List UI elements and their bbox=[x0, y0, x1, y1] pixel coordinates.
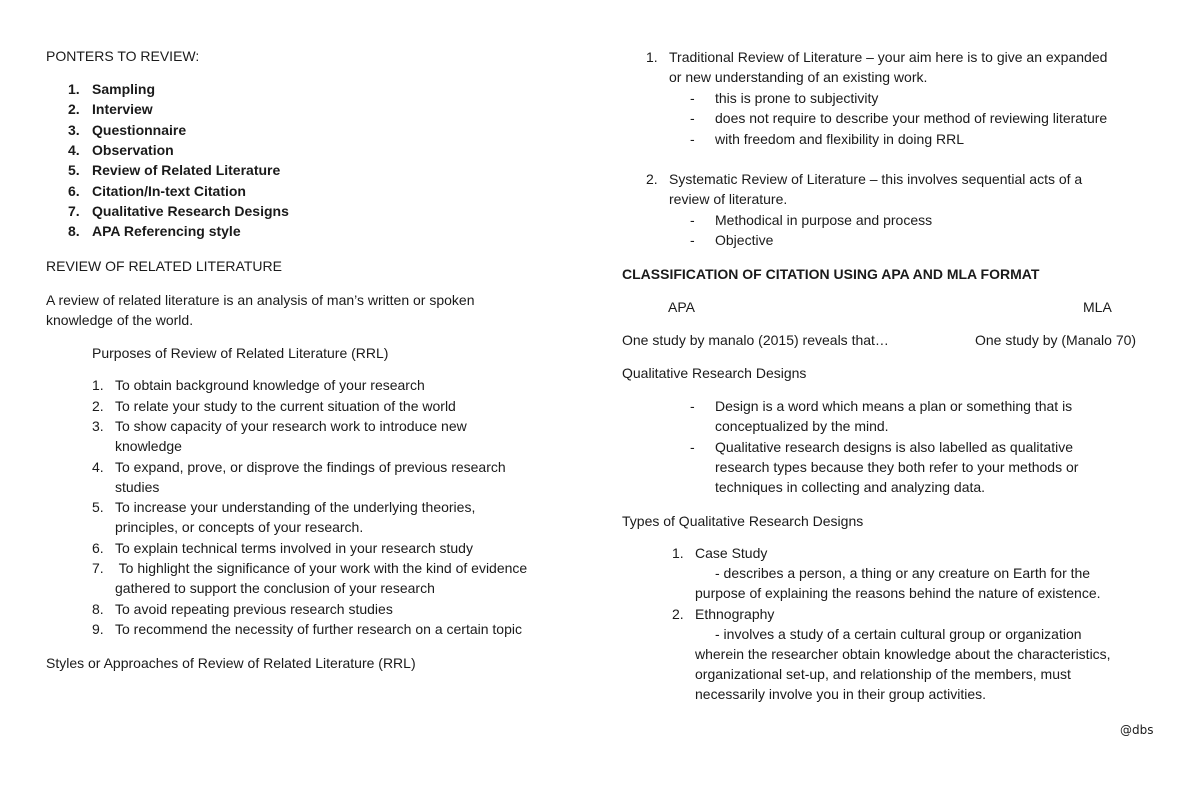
list-item: 5. To increase your understanding of the underlying theories, principles, or concepts of your research. bbox=[92, 499, 476, 535]
list-item: 3. Questionnaire bbox=[68, 122, 187, 138]
list-item: 5. Review of Related Literature bbox=[68, 162, 281, 178]
list-item: 7. To highlight the significance of your work with the kind of evidence gathered to support the conclusion of your research bbox=[92, 560, 528, 596]
footer-signature: @dbs bbox=[1120, 723, 1154, 737]
systematic-review: 2. Systematic Review of Literature – this involves sequential acts of a review of literature. bbox=[646, 171, 1083, 207]
list-item: 7. Qualitative Research Designs bbox=[68, 203, 289, 219]
qrd-title: Qualitative Research Designs bbox=[622, 365, 807, 381]
traditional-review: 1. Traditional Review of Literature – your aim here is to give an expanded or new understanding of an existing work. bbox=[646, 49, 1108, 85]
purposes-title: Purposes of Review of Related Literature (RRL) bbox=[92, 345, 389, 361]
list-item: - with freedom and flexibility in doing RRL bbox=[690, 131, 965, 147]
mla-label: MLA bbox=[1083, 299, 1112, 315]
list-item: 6. To explain technical terms involved in your research study bbox=[92, 540, 473, 556]
mla-example: One study by (Manalo 70) bbox=[975, 332, 1137, 348]
list-item: - does not require to describe your method of reviewing literature bbox=[690, 110, 1108, 126]
list-item: - this is prone to subjectivity bbox=[690, 90, 879, 106]
list-item: 9. To recommend the necessity of further research on a certain topic bbox=[92, 621, 522, 637]
rrl-definition-line: knowledge of the world. bbox=[46, 312, 194, 328]
list-item: 1. Sampling bbox=[68, 81, 156, 97]
list-item: 4. Observation bbox=[68, 142, 174, 158]
list-item: 6. Citation/In-text Citation bbox=[68, 183, 246, 199]
type-case-study: 1. Case Study - describes a person, a thing or any creature on Earth for the purpose of explaining the reasons behind the nature of existence. bbox=[672, 545, 1101, 601]
list-item: - Methodical in purpose and process bbox=[690, 212, 933, 228]
list-item: 2. Interview bbox=[68, 101, 153, 117]
types-title: Types of Qualitative Research Designs bbox=[622, 513, 864, 529]
list-item: 1. To obtain background knowledge of your research bbox=[92, 377, 425, 393]
list-item: 8. To avoid repeating previous research studies bbox=[92, 601, 393, 617]
rrl-heading: REVIEW OF RELATED LITERATURE bbox=[46, 258, 282, 274]
rrl-definition-line: A review of related literature is an analysis of man’s written or spoken bbox=[46, 292, 475, 308]
list-item: 4. To expand, prove, or disprove the findings of previous research studies bbox=[92, 459, 506, 495]
apa-example: One study by manalo (2015) reveals that… bbox=[622, 332, 889, 348]
pointers-title: PONTERS TO REVIEW: bbox=[46, 48, 200, 64]
classification-heading: CLASSIFICATION OF CITATION USING APA AND MLA FORMAT bbox=[622, 266, 1040, 282]
list-item: 2. To relate your study to the current situation of the world bbox=[92, 398, 456, 414]
list-item: 3. To show capacity of your research work to introduce new knowledge bbox=[92, 418, 467, 454]
apa-label: APA bbox=[668, 299, 695, 315]
styles-title: Styles or Approaches of Review of Related Literature (RRL) bbox=[46, 655, 416, 671]
list-item: - Qualitative research designs is also labelled as qualitative research types because they both refer to your methods or techniques in collecting and analyzing data. bbox=[690, 439, 1079, 495]
list-item: - Design is a word which means a plan or something that is conceptualized by the mind. bbox=[690, 398, 1073, 434]
list-item: - Objective bbox=[690, 232, 774, 248]
type-ethnography: 2. Ethnography - involves a study of a certain cultural group or organization wherein the researcher obtain knowledge about the characteristics, organizational set-up, and relationship of the members, must necessarily involve you in their group activities. bbox=[672, 606, 1111, 702]
list-item: 8. APA Referencing style bbox=[68, 223, 241, 239]
